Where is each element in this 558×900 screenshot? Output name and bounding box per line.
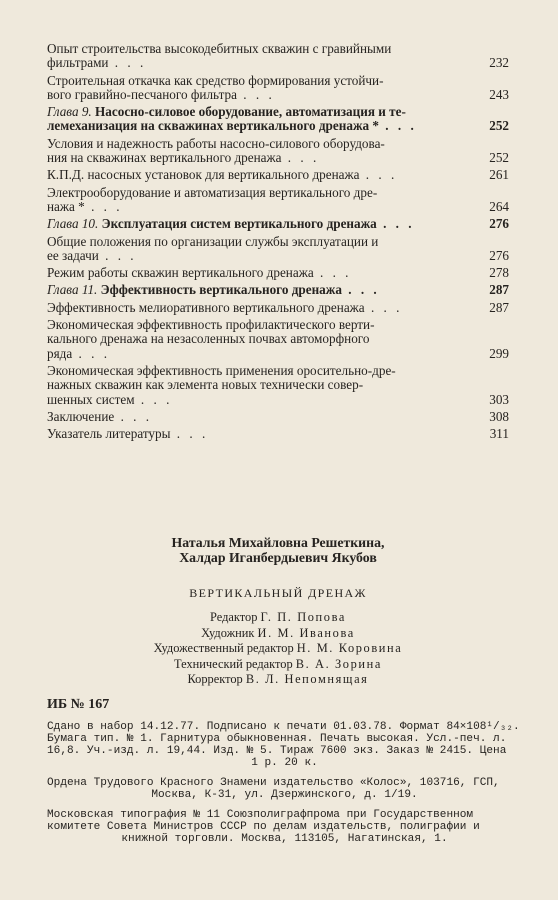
toc-line: Условия и надежность работы насосно-силового оборудова-	[47, 135, 385, 151]
staff-row	[47, 657, 509, 673]
staff-name: В. Л. Непомнящая	[245, 672, 369, 687]
toc-entry-title	[47, 137, 509, 166]
toc-leader-dots: . . .	[281, 150, 320, 166]
toc-leader-dots: . . .	[341, 282, 380, 298]
toc-leader-dots: . . .	[359, 167, 398, 183]
chapter-number: Глава 10.	[47, 216, 102, 232]
toc-chapter-entry	[47, 105, 509, 134]
toc-line: вого гравийно-песчаного фильтра	[47, 86, 237, 102]
toc-line: лемеханизация на скважинах вертикального дренажа *	[47, 118, 379, 134]
toc-entry-title	[47, 283, 509, 297]
toc-page-number: 276	[489, 216, 509, 232]
fine-print-line: комитете Совета Министров СССР по делам издательств, полиграфии и	[47, 820, 480, 833]
toc-page-number: 252	[489, 118, 509, 134]
print-info	[47, 721, 522, 769]
toc-page-number: 308	[489, 408, 509, 424]
toc-line: нажных скважин как элемента новых технически совер-	[47, 377, 364, 393]
toc-page-number: 303	[489, 391, 509, 407]
staff-name: Г. П. Попова	[260, 610, 346, 624]
staff-row	[47, 610, 509, 626]
fine-print-line: Московская типография № 11 Союзполиграфпрома при Государственном	[47, 808, 474, 821]
toc-line: К.П.Д. насосных установок для вертикального дренажа	[47, 167, 360, 183]
toc-line: нажа *	[47, 198, 85, 214]
staff-role: Художественный редактор	[153, 641, 297, 656]
toc-entry-title	[47, 235, 509, 264]
toc-leader-dots: . . .	[376, 216, 415, 232]
fine-print-line: Москва, К-31, ул. Дзержинского, д. 1/19.	[151, 788, 418, 801]
toc-page-number: 261	[489, 167, 509, 183]
toc-entry	[47, 168, 509, 182]
toc-entry-title	[47, 364, 509, 407]
toc-entry-title	[47, 186, 509, 215]
toc-line: Общие положения по организации службы эксплуатации и	[47, 233, 379, 249]
book-title: ВЕРТИКАЛЬНЫЙ ДРЕНАЖ	[189, 586, 367, 600]
colophon	[47, 535, 527, 845]
fine-print-line: 1 р. 20 к.	[251, 756, 318, 769]
toc-page-number: 252	[489, 150, 509, 166]
toc-entry-title	[47, 74, 509, 103]
toc-line: ряда	[47, 345, 73, 361]
toc-leader-dots: . . .	[379, 118, 417, 134]
toc-page-number: 287	[489, 299, 509, 315]
toc-chapter-entry	[47, 283, 509, 297]
toc-page-number: 299	[489, 345, 509, 361]
staff-row	[47, 641, 509, 657]
staff-name: И. М. Иванова	[257, 625, 355, 640]
toc-line: Опыт строительства высокодебитных скважин с гравийными	[47, 41, 392, 56]
toc-leader-dots: . . .	[170, 426, 209, 442]
staff-role: Технический редактор	[174, 656, 296, 671]
toc-entry-title	[47, 410, 509, 424]
toc-leader-dots: . . .	[364, 299, 403, 315]
table-of-contents	[47, 42, 509, 444]
toc-entry	[47, 74, 509, 103]
toc-line: Экономическая эффективность профилактического верти-	[47, 317, 375, 333]
toc-line: Эксплуатация систем вертикального дренажа	[101, 216, 377, 232]
toc-entry	[47, 186, 509, 215]
toc-leader-dots: . . .	[114, 408, 153, 424]
toc-page-number: 278	[489, 265, 509, 281]
staff-name: В. А. Зорина	[295, 656, 382, 671]
toc-page-number: 276	[489, 247, 509, 263]
toc-entry-title	[47, 217, 509, 231]
ib-number: ИБ № 167	[47, 696, 110, 712]
publisher-info	[47, 777, 522, 801]
toc-line: Режим работы скважин вертикального дренажа	[47, 265, 314, 281]
fine-print-line: книжной торговли. Москва, 113105, Нагатинская, 1.	[121, 832, 448, 845]
staff-role: Художник	[201, 625, 258, 640]
toc-entry-title	[47, 266, 509, 280]
toc-entry	[47, 235, 509, 264]
toc-entry-title	[47, 105, 509, 134]
toc-leader-dots: . . .	[313, 265, 352, 281]
staff-name: Н. М. Коровина	[296, 641, 403, 656]
toc-page-number: 264	[489, 198, 509, 214]
toc-line: Указатель литературы	[47, 426, 171, 442]
toc-entry	[47, 42, 509, 71]
fine-print-line: Сдано в набор 14.12.77. Подписано к печати 01.03.78. Формат 84×108¹/₃₂.	[47, 720, 520, 733]
author-name: Халдар Иганбердыевич Якубов	[179, 550, 377, 565]
toc-page-number: 311	[489, 426, 509, 442]
staff-role: Редактор	[210, 610, 261, 624]
toc-page-number: 232	[489, 55, 509, 71]
toc-leader-dots: . . .	[108, 55, 147, 71]
toc-entry-title	[47, 427, 509, 441]
chapter-number: Глава 9.	[47, 104, 96, 120]
toc-line: ния на скважинах вертикального дренажа	[47, 150, 282, 166]
printer-info	[47, 809, 522, 845]
toc-leader-dots: . . .	[134, 391, 173, 407]
toc-line: кального дренажа на незасоленных почвах автоморфного	[47, 331, 370, 347]
toc-entry-title	[47, 42, 509, 71]
toc-leader-dots: . . .	[98, 247, 137, 263]
toc-entry	[47, 364, 509, 407]
toc-line: Эффективность мелиоративного вертикального дренажа	[47, 299, 365, 315]
staff-row	[47, 626, 509, 642]
fine-print-line: Бумага тип. № 1. Гарнитура обыкновенная. Печать высокая. Усл.-печ. л.	[47, 732, 507, 745]
fine-print-line: 16,8. Уч.-изд. л. 19,44. Изд. № 5. Тираж 7600 экз. Заказ № 2415. Цена	[47, 744, 507, 757]
toc-entry	[47, 427, 509, 441]
toc-entry	[47, 266, 509, 280]
staff-role: Корректор	[187, 672, 246, 687]
toc-line: Строительная откачка как средство формирования устойчи-	[47, 72, 384, 88]
toc-line: Электрооборудование и автоматизация вертикального дре-	[47, 184, 378, 200]
toc-line: ее задачи	[47, 247, 99, 263]
toc-line: шенных систем	[47, 391, 135, 407]
toc-entry-title	[47, 168, 509, 182]
toc-entry	[47, 410, 509, 424]
toc-entry-title	[47, 318, 509, 361]
toc-line: Эффективность вертикального дренажа	[100, 282, 342, 298]
toc-leader-dots: . . .	[72, 345, 111, 361]
toc-page-number: 287	[489, 282, 509, 298]
toc-page-number: 243	[489, 86, 509, 102]
toc-entry-title	[47, 301, 509, 315]
toc-leader-dots: . . .	[236, 86, 275, 102]
fine-print-line: Ордена Трудового Красного Знамени издательство «Колос», 103716, ГСП,	[47, 776, 500, 789]
toc-line: Насосно-силовое оборудование, автоматизация и те-	[95, 104, 406, 120]
toc-line: фильтрами	[47, 55, 109, 71]
toc-entry	[47, 318, 509, 361]
toc-line: Заключение	[47, 408, 115, 424]
toc-leader-dots: . . .	[84, 198, 123, 214]
staff-row	[47, 672, 509, 688]
chapter-number: Глава 11.	[47, 282, 101, 298]
author-name: Наталья Михайловна Решеткина,	[171, 535, 385, 550]
editorial-staff	[47, 610, 509, 688]
authors	[47, 535, 509, 565]
toc-chapter-entry	[47, 217, 509, 231]
toc-entry	[47, 301, 509, 315]
toc-entry	[47, 137, 509, 166]
toc-line: Экономическая эффективность применения оросительно-дре-	[47, 362, 396, 378]
